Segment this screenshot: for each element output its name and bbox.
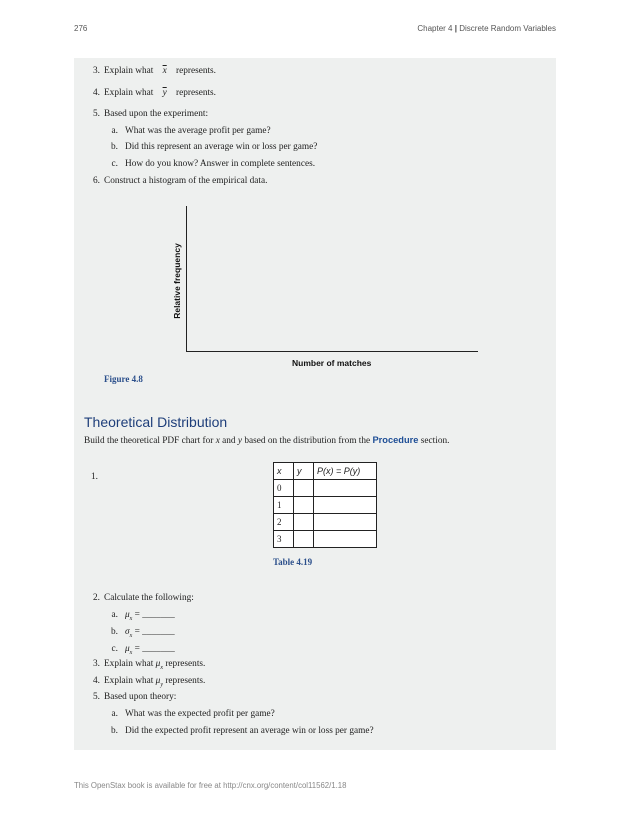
sub-item-number: b. xyxy=(111,142,118,152)
table-cell-empty[interactable] xyxy=(314,480,377,497)
chapter-title: Discrete Random Variables xyxy=(459,24,556,33)
table-row xyxy=(274,497,377,514)
pdf-table xyxy=(273,462,377,548)
page-number: 276 xyxy=(74,24,88,33)
y-bar-symbol: $\overline{y}$ xyxy=(162,88,167,98)
list-item: Explain what $\overline{x}$ represents. xyxy=(104,66,216,76)
sub-item: How do you know? Answer in complete sentences. xyxy=(125,159,316,169)
table-row xyxy=(274,480,377,497)
procedure-link[interactable]: Procedure xyxy=(372,435,419,445)
list-item: Calculate the following: xyxy=(104,593,194,603)
list-item: Based upon theory: xyxy=(104,692,177,702)
sub-item-number: c. xyxy=(111,644,118,654)
list-item-number: 4. xyxy=(93,676,100,686)
table-cell-x: 1 xyxy=(274,497,294,514)
list-item-number: 1. xyxy=(91,472,98,482)
histogram-y-label: Relative frequency xyxy=(172,243,182,319)
table-cell-empty[interactable] xyxy=(314,514,377,531)
list-item: Construct a histogram of the empirical data. xyxy=(104,176,268,186)
list-item: Based upon the experiment: xyxy=(104,109,209,119)
table-cell-empty[interactable] xyxy=(294,497,314,514)
sub-item-number: a. xyxy=(111,126,118,136)
table-cell-x: 3 xyxy=(274,531,294,548)
list-item-number: 6. xyxy=(93,176,100,186)
list-item-number: 4. xyxy=(93,88,100,98)
x-bar-symbol: $\overline{x}$ xyxy=(162,66,167,76)
chapter-label: Chapter 4 xyxy=(417,24,453,33)
sub-item-number: c. xyxy=(111,159,118,169)
table-row xyxy=(274,531,377,548)
sub-item-number: a. xyxy=(111,610,118,620)
list-item: Explain what $\overline{y}$ represents. xyxy=(104,88,216,98)
table-header-prob: P(x) = P(y) xyxy=(314,463,377,480)
list-item-number: 5. xyxy=(93,109,100,119)
sub-item: What was the expected profit per game? xyxy=(125,709,275,719)
list-item-number: 2. xyxy=(93,593,100,603)
sub-item-number: b. xyxy=(111,726,118,736)
table-caption: Table 4.19 xyxy=(273,557,313,567)
sub-item: Did the expected profit represent an average win or loss per game? xyxy=(125,726,374,736)
sub-item-number: a. xyxy=(111,709,118,719)
table-header-y: y xyxy=(294,463,314,480)
sub-item: What was the average profit per game? xyxy=(125,126,271,136)
mean-x-blank: $\mu_x$ = _______ xyxy=(125,610,175,622)
table-cell-empty[interactable] xyxy=(314,497,377,514)
list-item-number: 3. xyxy=(93,66,100,76)
table-cell-x: 0 xyxy=(274,480,294,497)
section-title: Theoretical Distribution xyxy=(84,414,228,430)
histogram-y-axis xyxy=(186,206,187,352)
histogram-x-axis xyxy=(186,351,478,352)
table-row xyxy=(274,514,377,531)
section-intro: Build the theoretical PDF chart for x and y based on the distribution from the Procedure section. xyxy=(84,435,450,446)
mean-x-blank: $\mu_x$ = _______ xyxy=(125,644,175,656)
list-item: Explain what $\mu_x$ represents. xyxy=(104,659,206,671)
list-item: Explain what $\mu_y$ represents. xyxy=(104,676,206,688)
table-header-x: x xyxy=(274,463,294,480)
sub-item: Did this represent an average win or loss per game? xyxy=(125,142,318,152)
table-cell-empty[interactable] xyxy=(294,514,314,531)
list-item-number: 3. xyxy=(93,659,100,669)
sigma-x-blank: $\sigma_x$ = _______ xyxy=(125,627,175,639)
table-cell-empty[interactable] xyxy=(314,531,377,548)
table-cell-empty[interactable] xyxy=(294,480,314,497)
chapter-header: Chapter 4 | Discrete Random Variables xyxy=(417,24,556,33)
table-cell-x: 2 xyxy=(274,514,294,531)
table-cell-empty[interactable] xyxy=(294,531,314,548)
figure-caption: Figure 4.8 xyxy=(104,374,143,384)
table-header-row xyxy=(274,463,377,480)
sub-item-number: b. xyxy=(111,627,118,637)
footer-note: This OpenStax book is available for free at http://cnx.org/content/col11562/1.18 xyxy=(74,781,347,790)
list-item-number: 5. xyxy=(93,692,100,702)
histogram-x-label: Number of matches xyxy=(292,358,372,368)
